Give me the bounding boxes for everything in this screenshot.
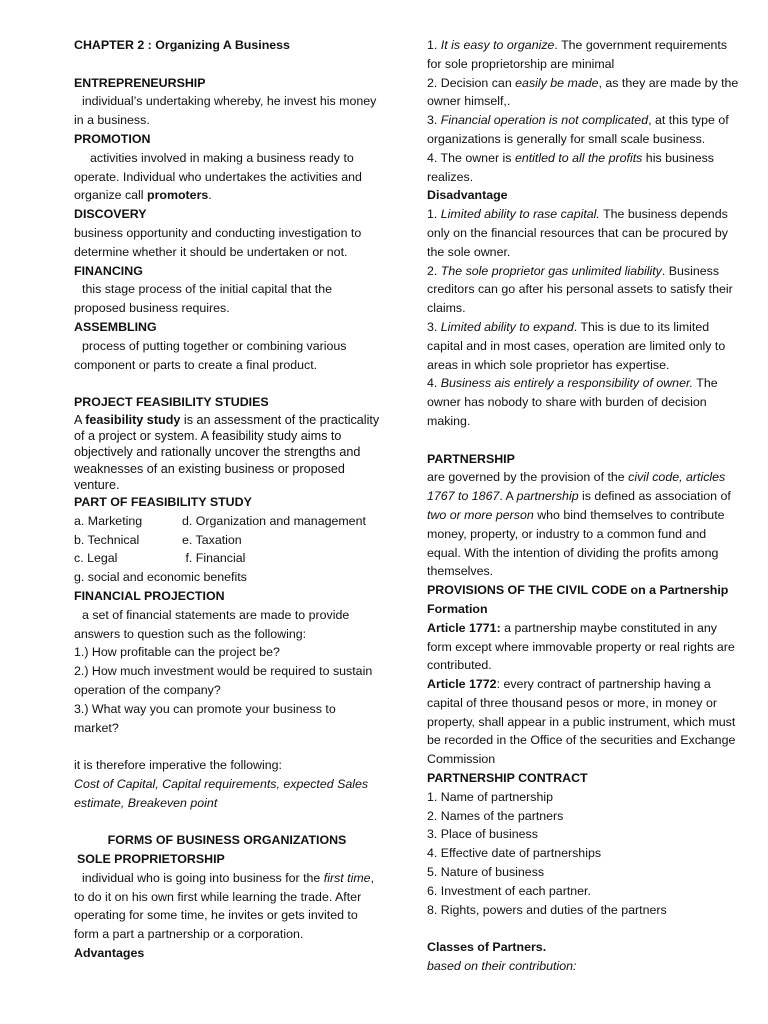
imperative-items: Cost of Capital, Capital requirements, expected Sales estimate, Breakeven point <box>74 776 369 810</box>
contract-item: 2. Names of the partners <box>427 808 564 823</box>
part-item: f. Financial <box>182 551 246 566</box>
sole-heading: SOLE PROPRIETORSHIP <box>77 852 225 867</box>
contract-item: 1. Name of partnership <box>427 789 554 804</box>
advantage-item: 3. Financial operation is not complicated, at this type of organizations is generally for small scale business. <box>427 113 729 146</box>
advantage-item: 1. It is easy to organize. The government requirements for sole proprietorship are minimal <box>427 38 728 71</box>
disadvantage-item: 1. Limited ability to rase capital. The business depends only on the financial resources that can be procured by the sole owner. <box>427 207 728 259</box>
part-item: b. Technical <box>74 532 140 547</box>
part-item: e. Taxation <box>182 532 242 547</box>
promotion-text: activities involved in making a business ready to operate. Individual who undertakes the activities and organize call promoters. <box>74 150 362 203</box>
assembling-text: process of putting together or combining various component or parts to create a final product. <box>74 338 347 372</box>
forms-heading: FORMS OF BUSINESS ORGANIZATIONS <box>107 833 347 848</box>
article-1772: Article 1772: every contract of partnership having a capital of three thousand pesos or more, in money or property, shall appear in a public instrument, which must be recorded in the Office of the securities and Exchange Commission <box>427 677 736 767</box>
parts-list <box>74 512 380 568</box>
left-column <box>74 36 380 963</box>
contract-item: 6. Investment of each partner. <box>427 883 591 898</box>
assembling-heading: ASSEMBLING <box>74 319 157 334</box>
part-item: d. Organization and management <box>182 513 366 528</box>
entrepreneurship-text: individual’s undertaking whereby, he invest his money in a business. <box>74 94 377 128</box>
article-1771: Article 1771: a partnership maybe constituted in any form except where immovable property or real rights are contributed. <box>427 620 735 673</box>
contract-item: 5. Nature of business <box>427 865 545 880</box>
classes-subtitle: based on their contribution: <box>427 959 577 974</box>
promotion-heading: PROMOTION <box>74 131 151 146</box>
projection-question: 2.) How much investment would be required to sustain operation of the company? <box>74 664 373 697</box>
advantage-item: 2. Decision can easily be made, as they are made by the owner himself,. <box>427 75 739 109</box>
parts-heading: PART OF FEASIBILITY STUDY <box>74 494 252 509</box>
financing-text: this stage process of the initial capital that the proposed business requires. <box>74 282 333 316</box>
chapter-title: CHAPTER 2 : Organizing A Business <box>74 38 290 52</box>
projection-question: 1.) How profitable can the project be? <box>74 645 280 660</box>
part-item: g. social and economic benefits <box>74 570 247 585</box>
disadvantage-heading: Disadvantage <box>427 188 508 203</box>
discovery-text: business opportunity and conducting investigation to determine whether it should be undertaken or not. <box>74 225 362 259</box>
part-item: a. Marketing <box>74 513 143 528</box>
classes-heading: Classes of Partners. <box>427 940 547 955</box>
provisions-heading: PROVISIONS OF THE CIVIL CODE on a Partnership Formation <box>427 583 729 616</box>
financing-heading: FINANCING <box>74 263 143 278</box>
contract-item: 4. Effective date of partnerships <box>427 846 602 861</box>
discovery-heading: DISCOVERY <box>74 207 147 222</box>
feasibility-text: A feasibility study is an assessment of the practicality of a project or system. A feasibility study aims to objectively and rationally uncover the strengths and weaknesses of an existing business or proposed venture. <box>74 412 380 492</box>
feasibility-heading: PROJECT FEASIBILITY STUDIES <box>74 395 269 410</box>
disadvantage-item: 2. The sole proprietor gas unlimited liability. Business creditors can go after his personal assets to satisfy their claims. <box>427 263 733 316</box>
imperative-text: it is therefore imperative the following: <box>74 758 282 773</box>
partnership-heading: PARTNERSHIP <box>427 451 515 466</box>
contract-item: 8. Rights, powers and duties of the partners <box>427 902 667 917</box>
projection-intro: a set of financial statements are made to provide answers to question such as the following: <box>74 607 350 641</box>
contract-heading: PARTNERSHIP CONTRACT <box>427 771 588 786</box>
advantage-item: 4. The owner is entitled to all the profits his business realizes. <box>427 150 714 184</box>
sole-text: individual who is going into business for the first time, to do it on his own first while learning the trade. After operating for some time, he invites or gets invited to form a part a partnership or a corporation. <box>74 870 375 942</box>
partnership-text: are governed by the provision of the civil code, articles 1767 to 1867. A partnership is defined as association of two or more person who bind themselves to contribute money, property, or industry to a common fund and equal. With the intention of dividing the profits among themselves. <box>427 470 731 579</box>
part-item: c. Legal <box>74 551 118 566</box>
entrepreneurship-heading: ENTREPRENEURSHIP <box>74 75 206 90</box>
projection-question: 3.) What way you can promote your business to market? <box>74 701 336 735</box>
disadvantage-item: 3. Limited ability to expand. This is due to its limited capital and in most cases, operation are limited only to areas in which sole proprietor has expertise. <box>427 319 726 372</box>
right-column <box>427 36 739 976</box>
projection-heading: FINANCIAL PROJECTION <box>74 588 225 603</box>
contract-item: 3. Place of business <box>427 827 538 842</box>
advantages-heading: Advantages <box>74 946 145 961</box>
disadvantage-item: 4. Business ais entirely a responsibility of owner. The owner has nobody to share with burden of decision making. <box>427 376 718 428</box>
